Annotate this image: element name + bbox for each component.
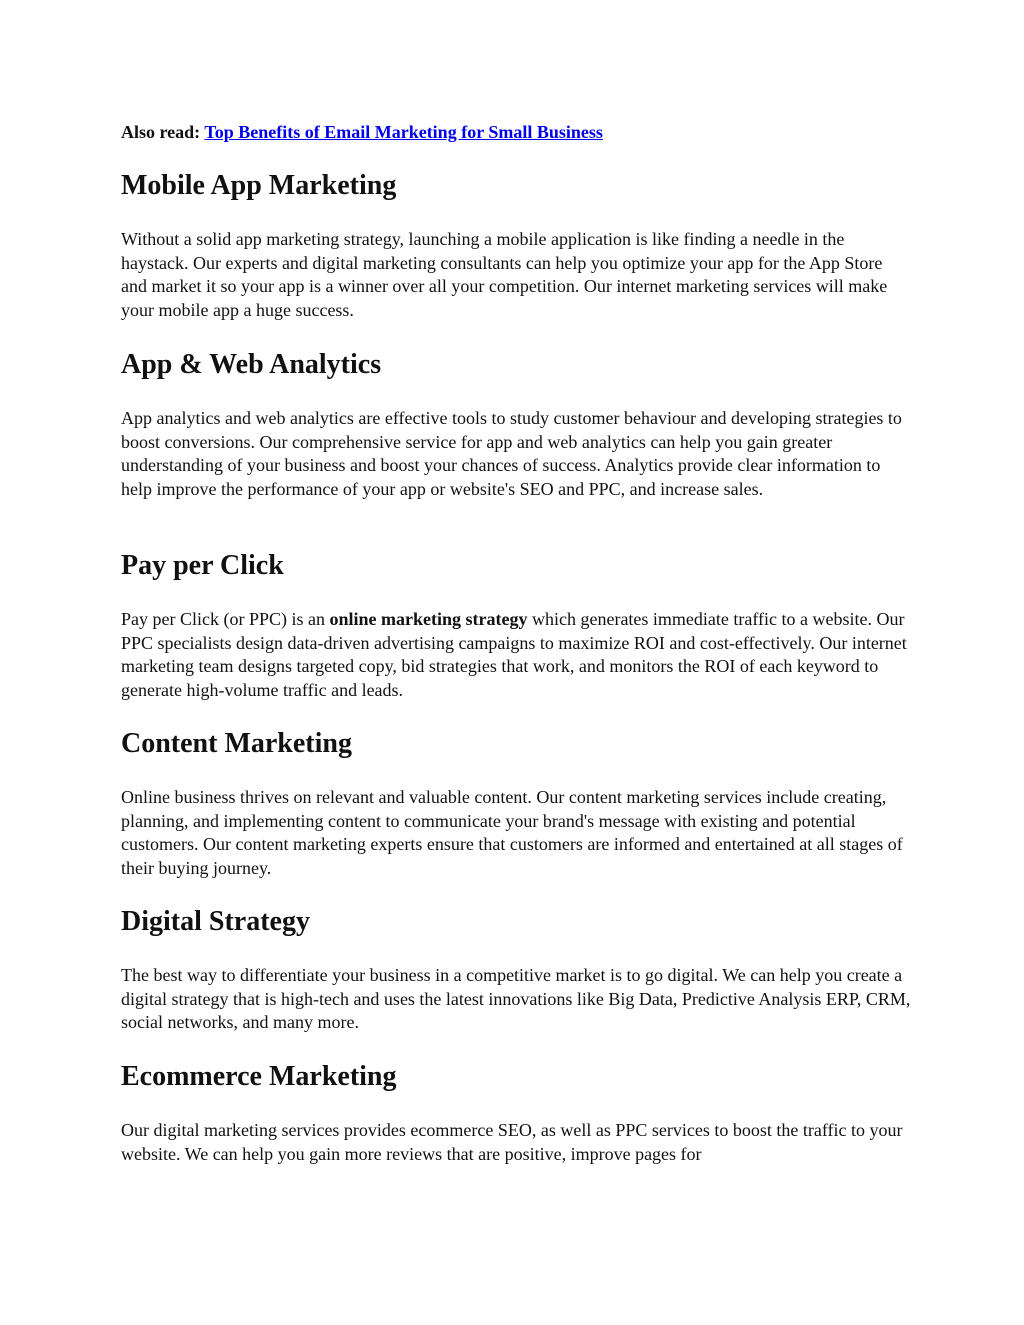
section-content-marketing (121, 726, 911, 880)
body-text-after: which generates immediate traffic to a website. Our PPC specialists design data-driven advertising campaigns to maximize ROI and cost-effectively. Our internet marketing team designs targeted copy, bid strategies that work, and monitors the ROI of each keyword to generate high-volume traffic and leads. (121, 609, 907, 700)
section-body: App analytics and web analytics are effective tools to study customer behaviour and developing strategies to boost conversions. Our comprehensive service for app and web analytics can help you gain greater understanding of your business and boost your chances of success. Analytics provide clear information to help improve the performance of your app or website's SEO and PPC, and increase sales. (121, 408, 902, 499)
section-pay-per-click (121, 548, 911, 702)
section-app-web-analytics (121, 347, 911, 501)
body-text-bold: online marketing strategy (329, 609, 528, 629)
section-heading: Ecommerce Marketing (121, 1061, 397, 1092)
section-heading: Pay per Click (121, 550, 284, 581)
section-mobile-app-marketing (121, 168, 911, 322)
section-heading: Mobile App Marketing (121, 170, 397, 201)
body-text-before: Pay per Click (or PPC) is an (121, 609, 330, 629)
section-body: Online business thrives on relevant and valuable content. Our content marketing services include creating, planning, and implementing content to communicate your brand's message with existing and potential customers. Our content marketing experts ensure that customers are informed and entertained at all stages of their buying journey. (121, 787, 903, 878)
section-body: Without a solid app marketing strategy, launching a mobile application is like finding a needle in the haystack. Our experts and digital marketing consultants can help you optimize your app for the App Store and market it so your app is a winner over all your competition. Our internet marketing services will make your mobile app a huge success. (121, 229, 888, 320)
section-ecommerce-marketing (121, 1059, 911, 1166)
section-heading: Content Marketing (121, 728, 352, 759)
section-body (121, 608, 911, 702)
section-heading: Digital Strategy (121, 906, 310, 937)
section-body: Our digital marketing services provides ecommerce SEO, as well as PPC services to boost the traffic to your website. We can help you gain more reviews that are positive, improve pages for (121, 1120, 903, 1164)
section-heading: App & Web Analytics (121, 349, 382, 380)
also-read-link[interactable]: Top Benefits of Email Marketing for Small Business (204, 122, 603, 142)
also-read-prefix: Also read: (121, 122, 201, 142)
section-digital-strategy (121, 904, 911, 1035)
also-read-line (121, 118, 603, 146)
section-body: The best way to differentiate your business in a competitive market is to go digital. We can help you create a digital strategy that is high-tech and uses the latest innovations like Big Data, Predictive Analysis ERP, CRM, social networks, and many more. (121, 965, 911, 1032)
